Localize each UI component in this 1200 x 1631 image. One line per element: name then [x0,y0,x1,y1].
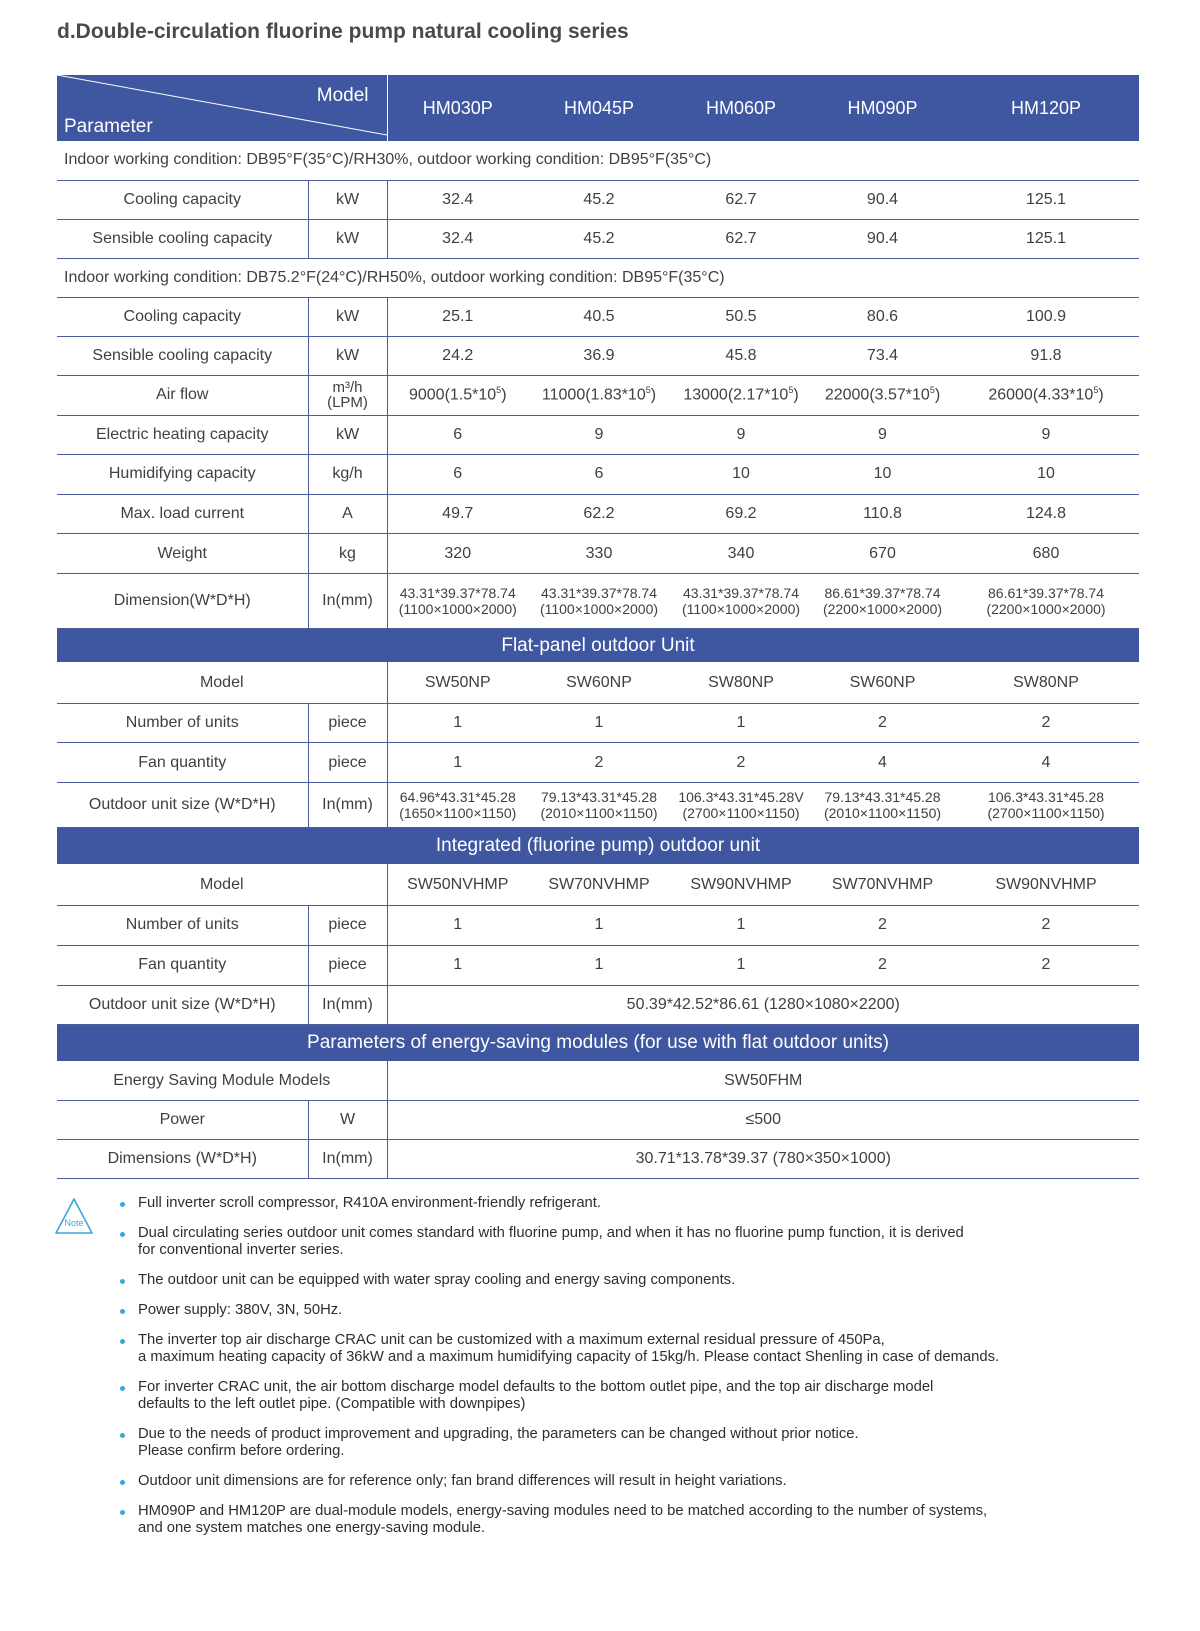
condition-row [57,258,1139,297]
value-cell: 330 [528,534,670,574]
parameter-label: Outdoor unit size (W*D*H) [57,985,308,1024]
table-row [57,494,1139,534]
value-cell: ≤500 [387,1100,1139,1139]
note-line: The outdoor unit can be equipped with water spray cooling and energy saving components. [138,1272,736,1288]
unit-label: piece [308,703,387,743]
parameter-label: Sensible cooling capacity [57,219,308,258]
note-item [120,1302,1080,1319]
table-row [57,455,1139,495]
header-model: HM090P [812,75,953,141]
section-title: Flat-panel outdoor Unit [57,628,1139,662]
table-row [57,297,1139,336]
value-cell: 91.8 [953,336,1139,375]
value-cell: 32.4 [387,180,528,219]
dimension-cell [953,573,1139,628]
note-item [120,1379,1080,1413]
table-row [57,985,1139,1024]
unit-label: In(mm) [308,573,387,628]
value-cell: 6 [387,415,528,455]
parameter-label: Humidifying capacity [57,455,308,495]
note-line: HM090P and HM120P are dual-module models, energy-saving modules need to be matched according to the number of systems, [138,1503,988,1519]
section-title: Integrated (fluorine pump) outdoor unit [57,827,1139,864]
model-cell: SW50NVHMP [387,864,528,905]
note-icon [53,1196,95,1238]
unit-label: piece [308,743,387,783]
value-cell: 62.2 [528,494,670,534]
unit-label: kW [308,219,387,258]
unit-label: kW [308,180,387,219]
value-cell: 320 [387,534,528,574]
note-line: for conventional inverter series. [138,1242,344,1258]
dimension-mm: (2200×1000×2000) [822,600,943,617]
airflow-value: 22000(3.57*10 [824,386,930,404]
unit-bottom: (LPM) [327,394,368,411]
spec-table [57,75,1139,1179]
header-parameter-label: Parameter [64,116,153,137]
condition-text: Indoor working condition: DB95°F(35°C)/RH30%, outdoor working condition: DB95°F(35°C) [57,141,1139,180]
table-row [57,180,1139,219]
value-cell: 73.4 [812,336,953,375]
model-label: Model [57,864,387,905]
table-row [57,415,1139,455]
dimension-cell [387,573,528,628]
parameter-label: Electric heating capacity [57,415,308,455]
dimension-cell [528,573,670,628]
parameter-label: Fan quantity [57,743,308,783]
model-cell: SW80NP [670,662,812,703]
value-cell: 80.6 [812,297,953,336]
value-cell: 9 [528,415,670,455]
airflow-close: ) [1098,386,1104,404]
value-cell [812,375,953,415]
airflow-value: 9000(1.5*10 [408,386,497,404]
value-cell: 2 [812,905,953,945]
dimension-cell [670,573,812,628]
value-cell: 9 [812,415,953,455]
value-cell: 10 [953,455,1139,495]
header-model-label: Model [316,85,369,106]
header-model: HM120P [953,75,1139,141]
value-cell [528,375,670,415]
value-cell: 2 [670,743,812,783]
note-item [120,1225,1080,1259]
value-cell: 2 [953,945,1139,985]
airflow-value: 26000(4.33*10 [988,386,1094,404]
value-cell: 45.8 [670,336,812,375]
value-cell: 50.39*42.52*86.61 (1280×1080×2200) [387,985,1139,1024]
note-item [120,1332,1080,1366]
value-cell: 1 [670,905,812,945]
dimension-mm: (2700×1100×1150) [987,804,1105,821]
dimension-inch: 64.96*43.31*45.28 [399,788,516,805]
header-model: HM060P [670,75,812,141]
value-cell: 1 [528,905,670,945]
airflow-value: 13000(2.17*10 [683,386,789,404]
model-cell: SW80NP [953,662,1139,703]
parameter-label: Dimension(W*D*H) [57,573,308,628]
unit-label: W [308,1100,387,1139]
note-item [120,1473,1080,1490]
parameter-label: Cooling capacity [57,297,308,336]
unit-label: kg [308,534,387,574]
value-cell: 2 [953,703,1139,743]
unit-label: In(mm) [308,985,387,1024]
dimension-cell [953,782,1139,827]
table-row [57,945,1139,985]
dimension-inch: 79.13*43.31*45.28 [541,788,657,805]
table-row [57,743,1139,783]
value-cell: 1 [387,703,528,743]
header-diagonal-cell [57,75,387,141]
dimension-inch: 79.13*43.31*45.28 [824,788,941,805]
airflow-close: ) [650,386,657,404]
dimension-inch: 86.61*39.37*78.74 [824,584,941,601]
dimension-inch: 106.3*43.31*45.28 [988,788,1104,805]
value-cell: 680 [953,534,1139,574]
airflow-value: 11000(1.83*10 [541,386,646,404]
unit-label: In(mm) [308,1139,387,1178]
section-header-row [57,827,1139,864]
condition-row [57,141,1139,180]
section-header-row [57,628,1139,662]
unit-label [308,375,387,415]
dimension-inch: 43.31*39.37*78.74 [541,584,657,601]
note-line: The inverter top air discharge CRAC unit can be customized with a maximum external residual pressure of 450Pa, [138,1332,885,1348]
table-row [57,782,1139,827]
table-row [57,703,1139,743]
value-cell: 1 [387,905,528,945]
unit-label: piece [308,945,387,985]
dimension-inch: 43.31*39.37*78.74 [399,584,516,601]
value-cell [387,375,528,415]
parameter-label: Dimensions (W*D*H) [57,1139,308,1178]
dimension-mm: (1100×1000×2000) [398,600,517,617]
airflow-exponent: 5 [929,385,935,396]
unit-label: kW [308,415,387,455]
table-row [57,375,1139,415]
model-cell: SW70NVHMP [812,864,953,905]
dimension-cell [528,782,670,827]
table-row [57,1139,1139,1178]
note-label: Note [64,1218,84,1228]
value-cell: 9 [953,415,1139,455]
parameter-label: Outdoor unit size (W*D*H) [57,782,308,827]
table-row [57,573,1139,628]
table-row [57,534,1139,574]
table-row [57,1100,1139,1139]
note-line: Outdoor unit dimensions are for reference only; fan brand differences will result in height variations. [138,1473,787,1489]
dimension-inch: 43.31*39.37*78.74 [683,584,799,601]
table-row [57,336,1139,375]
value-cell: 50.5 [670,297,812,336]
value-cell: 2 [528,743,670,783]
value-cell: 6 [387,455,528,495]
value-cell: 9 [670,415,812,455]
value-cell: 45.2 [528,180,670,219]
section-header-row [57,1024,1139,1061]
note-line: Full inverter scroll compressor, R410A environment-friendly refrigerant. [138,1195,601,1211]
parameter-label: Power [57,1100,308,1139]
value-cell: 4 [953,743,1139,783]
note-item [120,1195,1080,1212]
header-model: HM045P [528,75,670,141]
value-cell: 49.7 [387,494,528,534]
value-cell: 110.8 [812,494,953,534]
value-cell: 62.7 [670,219,812,258]
parameter-label: Weight [57,534,308,574]
note-line: Power supply: 380V, 3N, 50Hz. [138,1302,343,1318]
header-model: HM030P [387,75,528,141]
unit-label: A [308,494,387,534]
header-row [57,75,1139,141]
value-cell: 1 [670,945,812,985]
value-cell [670,375,812,415]
model-row [57,662,1139,703]
value-cell: 1 [670,703,812,743]
airflow-exponent: 5 [788,385,794,396]
value-cell: 2 [953,905,1139,945]
model-cell: SW90NVHMP [953,864,1139,905]
value-cell: 69.2 [670,494,812,534]
unit-top: m³/h [332,379,363,396]
model-row [57,864,1139,905]
value-cell: 1 [528,945,670,985]
value-cell: 125.1 [953,219,1139,258]
value-cell: 100.9 [953,297,1139,336]
condition-text: Indoor working condition: DB75.2°F(24°C)/RH50%, outdoor working condition: DB95°F(35°C) [57,258,1139,297]
value-cell: 1 [387,743,528,783]
model-cell: SW90NVHMP [670,864,812,905]
model-row [57,1061,1139,1100]
dimension-mm: (1100×1000×2000) [539,600,659,617]
value-cell: 62.7 [670,180,812,219]
value-cell: 670 [812,534,953,574]
value-cell: 24.2 [387,336,528,375]
note-line: defaults to the left outlet pipe. (Compatible with downpipes) [138,1396,526,1412]
value-cell: 10 [670,455,812,495]
model-label: Model [57,662,387,703]
dimension-cell [812,782,953,827]
value-cell: 2 [812,703,953,743]
dimension-cell [387,782,528,827]
value-cell: 30.71*13.78*39.37 (780×350×1000) [387,1139,1139,1178]
note-line: a maximum heating capacity of 36kW and a maximum humidifying capacity of 15kg/h. Please contact Shenling in case of demands. [138,1349,1000,1365]
page-title: d.Double-circulation fluorine pump natural cooling series [57,20,629,43]
dimension-mm: (2700×1100×1150) [682,804,800,821]
note-line: Dual circulating series outdoor unit comes standard with fluorine pump, and when it has no fluorine pump function, it is derived [138,1225,964,1241]
value-cell: 340 [670,534,812,574]
notes-list [120,1195,1080,1550]
table-row [57,905,1139,945]
value-cell: SW50FHM [387,1061,1139,1100]
note-item [120,1503,1080,1537]
airflow-exponent: 5 [496,385,502,396]
airflow-exponent: 5 [645,385,651,396]
value-cell: 45.2 [528,219,670,258]
model-cell: SW50NP [387,662,528,703]
dimension-mm: (2010×1100×1150) [823,804,942,821]
note-line: For inverter CRAC unit, the air bottom discharge model defaults to the bottom outlet pipe, and the top air discharge model [138,1379,934,1395]
section-title: Parameters of energy-saving modules (for use with flat outdoor units) [57,1024,1139,1061]
value-cell: 4 [812,743,953,783]
airflow-exponent: 5 [1093,385,1099,396]
parameter-label: Max. load current [57,494,308,534]
value-cell: 90.4 [812,219,953,258]
dimension-mm: (2200×1000×2000) [986,600,1106,617]
dimension-mm: (1650×1100×1150) [399,804,517,821]
value-cell: 2 [812,945,953,985]
table-row [57,219,1139,258]
value-cell: 1 [387,945,528,985]
note-item [120,1272,1080,1289]
unit-label: kW [308,297,387,336]
value-cell: 32.4 [387,219,528,258]
model-cell: SW60NP [812,662,953,703]
unit-label: piece [308,905,387,945]
unit-label: In(mm) [308,782,387,827]
airflow-close: ) [793,386,799,404]
value-cell: 125.1 [953,180,1139,219]
dimension-mm: (2010×1100×1150) [540,804,658,821]
dimension-cell [670,782,812,827]
value-cell [953,375,1139,415]
parameter-label: Air flow [57,375,308,415]
value-cell: 124.8 [953,494,1139,534]
model-cell: SW60NP [528,662,670,703]
parameter-label: Number of units [57,703,308,743]
value-cell: 90.4 [812,180,953,219]
value-cell: 36.9 [528,336,670,375]
value-cell: 10 [812,455,953,495]
parameter-label: Fan quantity [57,945,308,985]
value-cell: 25.1 [387,297,528,336]
value-cell: 6 [528,455,670,495]
value-cell: 40.5 [528,297,670,336]
model-label: Energy Saving Module Models [57,1061,387,1100]
airflow-close: ) [934,386,941,404]
model-cell: SW70NVHMP [528,864,670,905]
dimension-mm: (1100×1000×2000) [681,600,801,617]
parameter-label: Sensible cooling capacity [57,336,308,375]
unit-label: kW [308,336,387,375]
dimension-cell [812,573,953,628]
dimension-inch: 106.3*43.31*45.28V [678,788,804,805]
note-line: Please confirm before ordering. [138,1443,345,1459]
value-cell: 1 [528,703,670,743]
note-line: Due to the needs of product improvement and upgrading, the parameters can be changed without prior notice. [138,1426,859,1442]
parameter-label: Number of units [57,905,308,945]
airflow-close: ) [501,386,507,404]
unit-label: kg/h [308,455,387,495]
note-item [120,1426,1080,1460]
note-line: and one system matches one energy-saving module. [138,1520,486,1536]
parameter-label: Cooling capacity [57,180,308,219]
dimension-inch: 86.61*39.37*78.74 [988,584,1104,601]
